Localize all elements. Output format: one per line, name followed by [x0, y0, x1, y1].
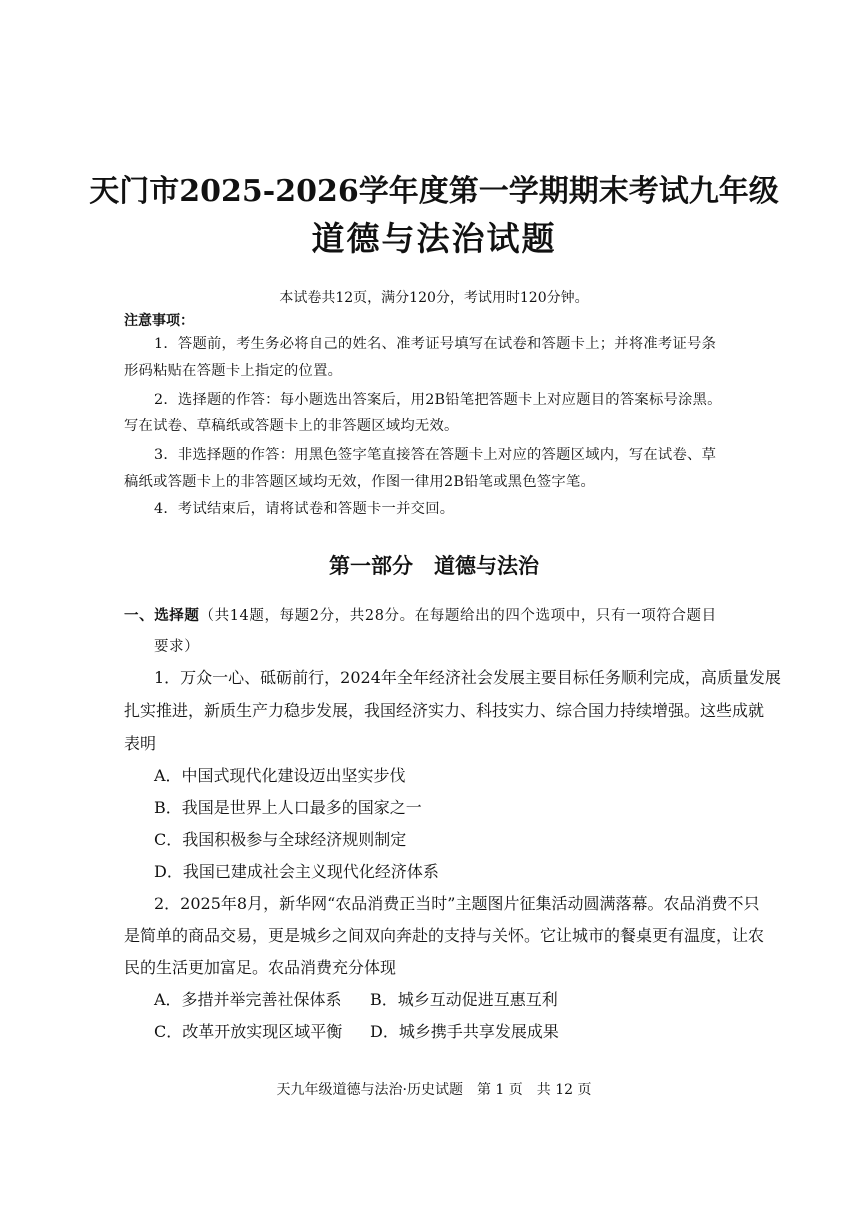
notice-line: 写在试卷、草稿纸或答题卡上的非答题区域均无效。: [124, 418, 459, 434]
question-1-option-a: A．中国式现代化建设迈出坚实步伐: [154, 766, 406, 785]
notice-line: 2．选择题的作答：每小题选出答案后，用2B铅笔把答题卡上对应题目的答案标号涂黑。: [154, 392, 722, 408]
notice-line: 4．考试结束后，请将试卷和答题卡一并交回。: [154, 501, 455, 517]
question-1-stem: 表明: [124, 734, 157, 753]
page-footer: 天九年级道德与法治·历史试题 第 1 页 共 12 页: [276, 1082, 592, 1098]
question-2-option-a: A．多措并举完善社保体系: [154, 990, 342, 1009]
section-label: 一、选择题: [124, 607, 200, 624]
question-2-stem: 民的生活更加富足。农品消费充分体现: [124, 958, 397, 977]
question-2-option-d: D．城乡携手共享发展成果: [370, 1022, 559, 1041]
question-1-stem: 扎实推进，新质生产力稳步发展，我国经济实力、科技实力、综合国力持续增强。这些成就: [124, 701, 765, 720]
question-2-stem: 是简单的商品交易，更是城乡之间双向奔赴的支持与关怀。它让城市的餐桌更有温度，让农: [124, 926, 765, 945]
notice-line: 3．非选择题的作答：用黑色签字笔直接答在答题卡上对应的答题区域内，写在试卷、草: [154, 447, 717, 463]
question-2-option-b: B．城乡互动促进互惠互利: [370, 990, 558, 1009]
section-description: （共14题，每题2分，共28分。在每题给出的四个选项中，只有一项符合题目: [199, 608, 717, 624]
section-heading: [124, 604, 717, 625]
notice-line: 形码粘贴在答题卡上指定的位置。: [124, 363, 343, 379]
question-1-stem: 1．万众一心、砥砺前行，2024年全年经济社会发展主要目标任务顺利完成，高质量发展: [154, 668, 781, 687]
section-description-cont: 要求）: [154, 639, 200, 655]
question-1-option-c: C．我国积极参与全球经济规则制定: [154, 830, 407, 849]
question-1-option-b: B．我国是世界上人口最多的国家之一: [154, 798, 422, 817]
exam-title-subject: 道德与法治试题: [311, 219, 557, 258]
notice-line: 稿纸或答题卡上的非答题区域均无效，作图一律用2B铅笔或黑色签字笔。: [124, 474, 596, 490]
question-2-stem: 2．2025年8月，新华网“农品消费正当时”主题图片征集活动圆满落幕。农品消费不只: [154, 894, 760, 913]
exam-title-line1: 天门市2025-2026学年度第一学期期末考试九年级: [89, 174, 779, 209]
notice-line: 1．答题前，考生务必将自己的姓名、准考证号填写在试卷和答题卡上；并将准考证号条: [154, 336, 717, 352]
part-title: 第一部分 道德与法治: [329, 553, 539, 578]
notice-title: 注意事项：: [124, 313, 194, 329]
exam-info: 本试卷共12页，满分120分，考试用时120分钟。: [279, 290, 589, 306]
question-2-option-c: C．改革开放实现区域平衡: [154, 1022, 343, 1041]
question-1-option-d: D．我国已建成社会主义现代化经济体系: [154, 862, 439, 881]
